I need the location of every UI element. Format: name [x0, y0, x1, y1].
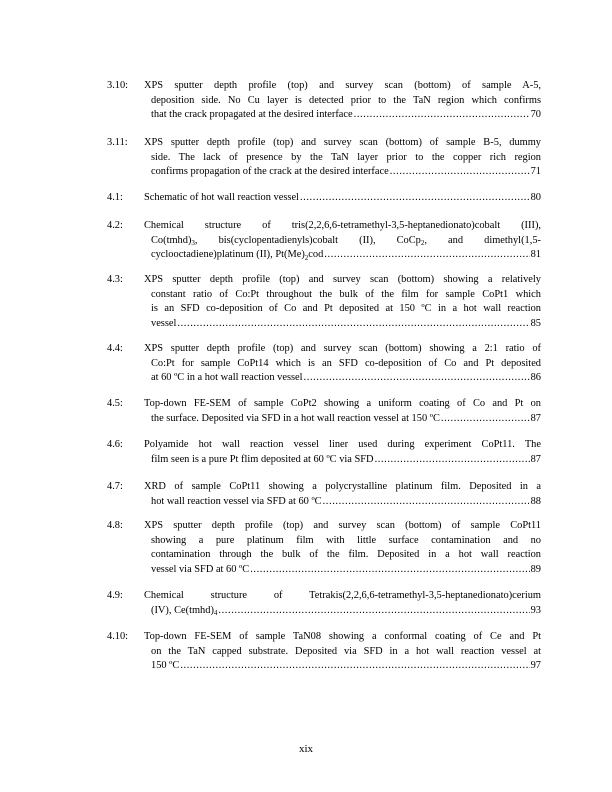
subscript: 2 [304, 253, 309, 262]
entry-line: Co:Pt for sample CoPt14 which is an SFD co-deposition of Co and Pt deposited [151, 357, 541, 369]
entry-line: XPS sputter depth profile (top) and survey scan (bottom) of sample CoPt11 [144, 520, 541, 531]
entry-text: that the crack propagated at the desired interface [151, 109, 353, 120]
entry-text [151, 604, 217, 619]
toc-entry-4-5 [107, 397, 541, 426]
toc-entry-4-2 [107, 219, 541, 263]
dot-leader [441, 412, 530, 427]
toc-entry-4-10 [107, 630, 541, 674]
entry-text: Schematic of hot wall reaction vessel [144, 192, 299, 203]
entry-number: 4.4: [107, 343, 123, 354]
toc-entry-3-10 [107, 79, 541, 123]
subscript: 2 [420, 239, 425, 247]
entry-line: side. The lack of presence by the TaN layer prior to the copper rich region [151, 151, 541, 163]
formula-text: cyclooctadiene)platinum (II), Pt(Me) [151, 249, 305, 260]
dot-leader [324, 248, 529, 263]
page-ref: 88 [530, 495, 541, 507]
toc-entry-3-11 [107, 136, 541, 180]
entry-line: Top-down FE-SEM of sample TaN08 showing a conformal coating of Ce and Pt [144, 631, 541, 642]
page-ref: 70 [530, 109, 541, 120]
formula-text: (IV), Ce(tmhd) [151, 604, 214, 616]
entry-line [144, 234, 541, 249]
entry-leader-line [144, 453, 541, 468]
page-ref: 87 [530, 453, 541, 465]
page-ref: 81 [530, 249, 541, 260]
entry-leader-line [144, 165, 541, 180]
entry-line: Polyamide hot wall reaction vessel liner used during experiment CoPt11. The [144, 439, 541, 450]
entry-leader-line [144, 371, 541, 386]
dot-leader [354, 108, 530, 123]
entry-line: XPS sputter depth profile (top) and survey scan (bottom) of sample B-5, dummy [144, 137, 541, 148]
entry-line: XPS sputter depth profile (top) and survey scan (bottom) showing a 2:1 ratio of [144, 343, 541, 354]
toc-entry-4-6 [107, 438, 541, 467]
entry-leader-line [144, 604, 541, 619]
formula-text: , and dimethyl(1,5- [424, 234, 541, 246]
entry-number: 4.1: [107, 192, 123, 203]
dot-leader [390, 165, 530, 180]
formula-text: , bis(cyclopentadienyls)cobalt (II), CoCp [194, 234, 421, 246]
page-ref: 86 [530, 372, 541, 383]
entry-number: 4.9: [107, 590, 123, 601]
page-ref: 71 [530, 166, 541, 177]
entry-text: 150 ºC [151, 660, 180, 671]
entry-line: on the TaN capped substrate. Deposited via SFD in a hot wall reaction vessel at [151, 645, 541, 657]
entry-text: confirms propagation of the crack at the desired interface [151, 166, 389, 177]
entry-line: XRD of sample CoPt11 showing a polycrystalline platinum film. Deposited in a [144, 481, 541, 492]
toc-entry-4-1 [107, 191, 541, 206]
entry-number: 3.11: [107, 137, 128, 148]
entry-text: the surface. Deposited via SFD in a hot wall reaction vessel at 150 ºC [151, 412, 440, 424]
entry-text: vessel via SFD at 60 ºC [151, 563, 250, 575]
page-ref: 80 [530, 192, 541, 203]
dot-leader [250, 563, 529, 578]
entry-line: Chemical structure of tris(2,2,6,6-tetramethyl-3,5-heptanedionato)cobalt (III), [144, 220, 541, 231]
entry-leader-line [144, 317, 541, 332]
toc-entry-4-8 [107, 519, 541, 577]
entry-leader-line [144, 191, 541, 206]
entry-text: at 60 ºC in a hot wall reaction vessel [151, 372, 303, 383]
subscript: 3 [191, 239, 195, 247]
page-number-footer: xix [298, 743, 314, 755]
entry-number: 4.6: [107, 439, 123, 450]
page-ref: 93 [530, 604, 541, 616]
entry-line: is an SFD co-deposition of Co and Pt deposited at 150 ºC in a hot wall reaction [151, 303, 541, 314]
entry-line: Chemical structure of Tetrakis(2,2,6,6-tetramethyl-3,5-heptanedionato)cerium [144, 590, 541, 601]
entry-leader-line [144, 248, 541, 263]
page-ref: 89 [530, 563, 541, 575]
subscript: 4 [213, 609, 218, 617]
entry-text: film seen is a pure Pt flim deposited at 60 ºC via SFD [151, 453, 374, 465]
entry-line: contamination through the bulk of the film. Deposited in a hot wall reaction [151, 549, 541, 560]
entry-number: 3.10: [107, 80, 129, 91]
dot-leader [375, 453, 530, 468]
entry-leader-line [144, 108, 541, 123]
entry-line: Top-down FE-SEM of sample CoPt2 showing a uniform coating of Co and Pt on [144, 398, 541, 409]
entry-number: 4.8: [107, 520, 123, 531]
entry-leader-line [144, 563, 541, 578]
entry-number: 4.10: [107, 631, 129, 642]
dot-leader [177, 317, 529, 332]
dot-leader [180, 659, 529, 674]
toc-entry-4-3 [107, 273, 541, 331]
dot-leader [300, 191, 530, 206]
entry-text [151, 248, 323, 263]
formula-text: Co(tmhd) [151, 234, 192, 246]
dot-leader [218, 604, 529, 619]
entry-line: XPS sputter depth profile (top) and survey scan (bottom) showing a relatively [144, 274, 541, 285]
entry-line: showing a pure platinum film with little surface contamination and no [151, 534, 541, 546]
entry-leader-line [144, 495, 541, 510]
dot-leader [304, 371, 530, 386]
toc-entry-4-9 [107, 589, 541, 618]
entry-leader-line [144, 412, 541, 427]
entry-leader-line [144, 659, 541, 674]
toc-entry-4-4 [107, 342, 541, 386]
page-ref: 87 [530, 412, 541, 424]
entry-text: vessel [151, 317, 177, 329]
entry-line: XPS sputter depth profile (top) and survey scan (bottom) of sample A-5, [144, 80, 541, 91]
entry-number: 4.2: [107, 220, 123, 231]
entry-number: 4.5: [107, 398, 123, 409]
dot-leader [323, 495, 530, 510]
entry-line: constant ratio of Co:Pt throughout the bulk of the film for sample CoPt1 which [151, 288, 541, 300]
page-ref: 85 [530, 317, 541, 329]
page-ref: 97 [530, 660, 541, 671]
entry-text: hot wall reaction vessel via SFD at 60 ºC [151, 495, 322, 507]
toc-entry-4-7 [107, 480, 541, 509]
formula-text: cod [308, 249, 324, 260]
entry-line: deposition side. No Cu layer is detected prior to the TaN region which confirms [151, 94, 541, 106]
entry-number: 4.7: [107, 481, 123, 492]
entry-number: 4.3: [107, 274, 123, 285]
